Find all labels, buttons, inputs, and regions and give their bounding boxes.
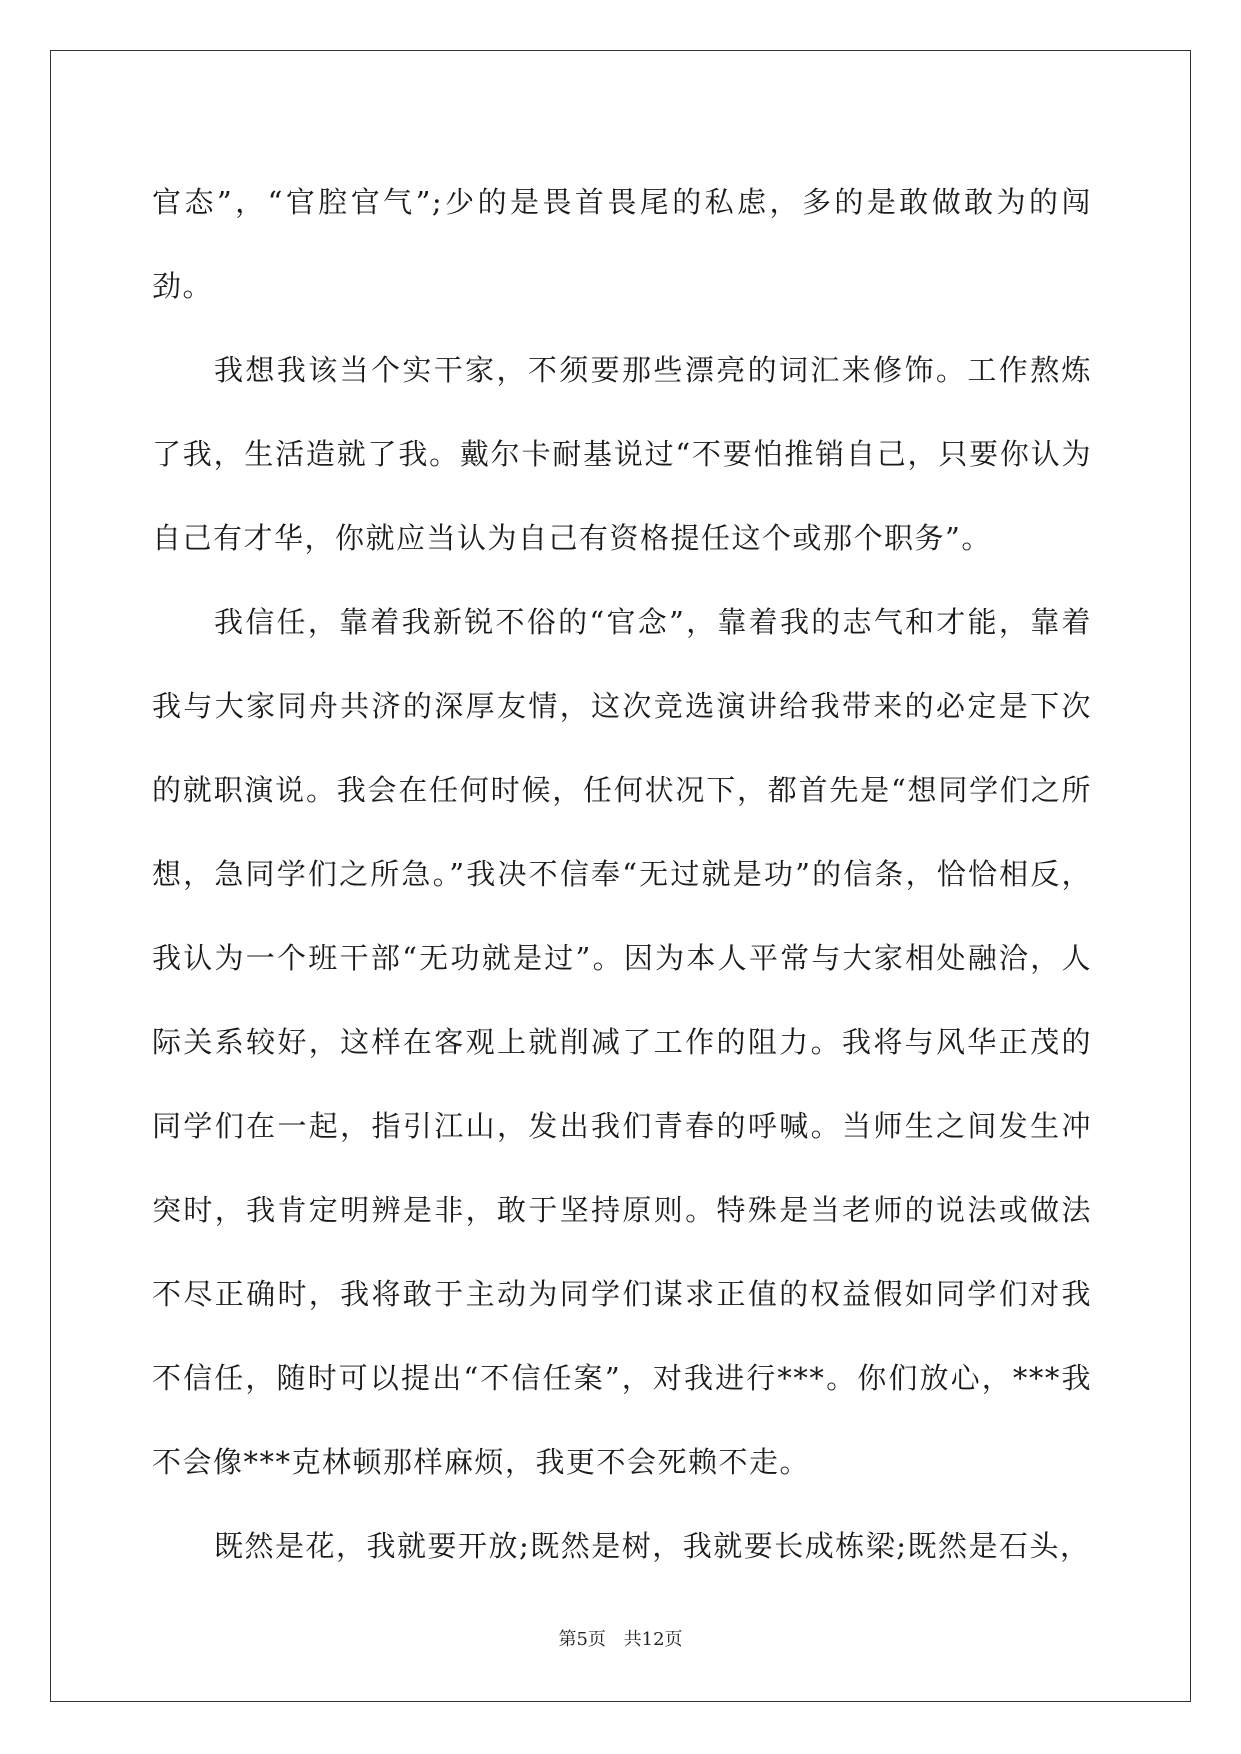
page-total: 共12页 (623, 1629, 683, 1650)
paragraph-4: 既然是花，我就要开放;既然是树，我就要长成栋梁;既然是石头， (214, 1529, 1091, 1563)
page-number: 第5页 (558, 1629, 606, 1650)
page-footer (0, 1625, 1241, 1651)
document-body (152, 160, 1092, 1588)
paragraph-2: 我想我该当个实干家，不须要那些漂亮的词汇来修饰。工作熬炼了我，生活造就了我。戴尔卡耐基说过“不要怕推销自己，只要你认为自己有才华，你就应当认为自己有资格提任这个或那个职务”。 (152, 353, 1092, 555)
paragraph-3: 我信任，靠着我新锐不俗的“官念”，靠着我的志气和才能，靠着我与大家同舟共济的深厚友情，这次竞选演讲给我带来的必定是下次的就职演说。我会在任何时候，任何状况下，都首先是“想同学们之所想，急同学们之所急。”我决不信奉“无过就是功”的信条，恰恰相反，我认为一个班干部“无功就是过”。因为本人平常与大家相处融洽，人际关系较好，这样在客观上就削减了工作的阻力。我将与风华正茂的同学们在一起，指引江山，发出我们青春的呼喊。当师生之间发生冲突时，我肯定明辨是非，敢于坚持原则。特殊是当老师的说法或做法不尽正确时，我将敢于主动为同学们谋求正值的权益假如同学们对我不信任，随时可以提出“不信任案”，对我进行***。你们放心，***我不会像***克林顿那样麻烦，我更不会死赖不走。 (152, 605, 1092, 1479)
paragraph-1: 官态”，“官腔官气”;少的是畏首畏尾的私虑，多的是敢做敢为的闯劲。 (152, 185, 1092, 303)
